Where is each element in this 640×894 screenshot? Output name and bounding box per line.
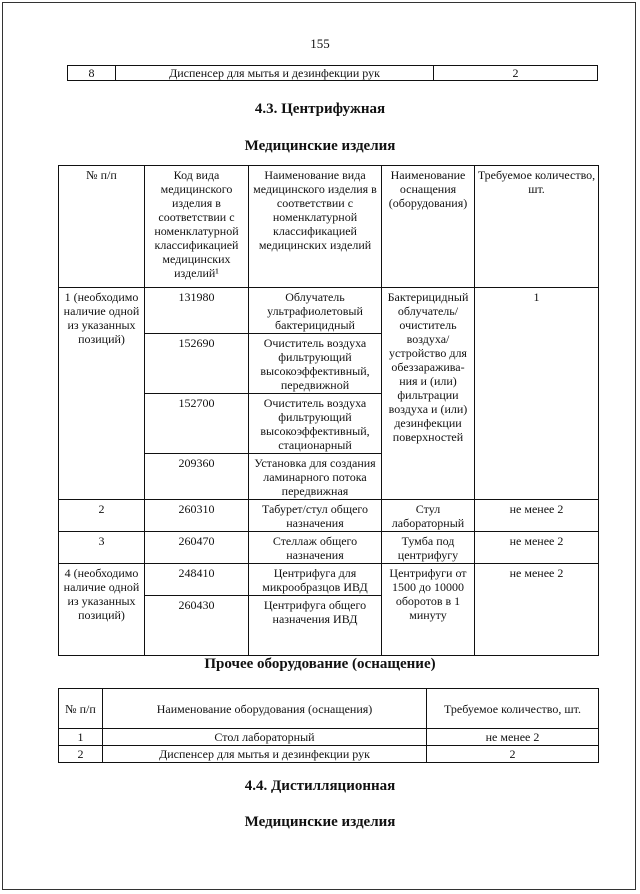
section-heading: 4.4. Дистилляционная: [244, 778, 396, 794]
header-device-name: Наименование вида медицинского изделия в соответствии с номенклатурной классификацией медицинских изделий: [249, 166, 382, 288]
cell-qty: 2: [427, 746, 599, 763]
header-qty: Требуемое количество, шт.: [427, 689, 599, 729]
header-num: № п/п: [59, 689, 103, 729]
table-row: [59, 746, 599, 763]
cell-num: 1: [59, 729, 103, 746]
table-header-row: [59, 166, 599, 288]
cell-equipment: Центрифуги от 1500 до 10000 оборотов в 1 минуту: [382, 564, 475, 656]
cell-equipment: Стул лабораторный: [382, 500, 475, 532]
cell-code: 131980: [145, 288, 249, 334]
table-row: [59, 564, 599, 596]
cell-device-name: Центрифуга общего назначения ИВД: [249, 596, 382, 656]
cell-device-name: Стеллаж общего назначения: [249, 532, 382, 564]
cell-qty: не менее 2: [475, 500, 599, 532]
cell-qty: не менее 2: [427, 729, 599, 746]
table-row: [59, 729, 599, 746]
cell-device-name: Установка для создания ламинарного потока передвижная: [249, 454, 382, 500]
cell-code: 260430: [145, 596, 249, 656]
section-heading-other: Прочее оборудование (оснащение): [204, 656, 436, 672]
cell-equipment: Тумба под центрифугу: [382, 532, 475, 564]
cell-qty: не менее 2: [475, 532, 599, 564]
cell-code: 152700: [145, 394, 249, 454]
cell-name: Стол лабораторный: [103, 729, 427, 746]
table-header-row: [59, 689, 599, 729]
subheading: Медицинские изделия: [244, 138, 396, 154]
cell-device-name: Табурет/стул общего назначения: [249, 500, 382, 532]
cell-name: Диспенсер для мытья и дезинфекции рук: [103, 746, 427, 763]
continued-table: [67, 65, 598, 81]
header-num: № п/п: [59, 166, 145, 288]
cell-code: 209360: [145, 454, 249, 500]
header-code: Код вида медицинского изделия в соответствии с номенклатурной классификацией медицинских изделий¹: [145, 166, 249, 288]
cell-device-name: Очиститель воздуха фильтрующий высокоэффективный, передвижной: [249, 334, 382, 394]
cell-equipment: Бактерицидный облучатель/ очиститель воздуха/ устройство для обеззаражива-ния и (или) фильтрации воздуха и (или) дезинфекции поверхностей: [382, 288, 475, 500]
cell-code: 248410: [145, 564, 249, 596]
cell-qty: не менее 2: [475, 564, 599, 656]
section-heading: 4.3. Центрифужная: [254, 101, 386, 117]
cell-num: 2: [59, 746, 103, 763]
table-row: [68, 66, 598, 81]
cell-num: 8: [68, 66, 116, 81]
header-equipment: Наименование оснащения (оборудования): [382, 166, 475, 288]
header-equipment-name: Наименование оборудования (оснащения): [103, 689, 427, 729]
cell-code: 260310: [145, 500, 249, 532]
cell-device-name: Очиститель воздуха фильтрующий высокоэффективный, стационарный: [249, 394, 382, 454]
header-qty: Требуемое количество, шт.: [475, 166, 599, 288]
cell-num: 2: [59, 500, 145, 532]
page-number: 155: [310, 36, 330, 51]
medical-devices-table: [58, 165, 599, 656]
cell-name: Диспенсер для мытья и дезинфекции рук: [116, 66, 434, 81]
cell-num: 1 (необходимо наличие одной из указанных позиций): [59, 288, 145, 500]
cell-code: 152690: [145, 334, 249, 394]
table-row: [59, 288, 599, 334]
cell-num: 3: [59, 532, 145, 564]
cell-code: 260470: [145, 532, 249, 564]
cell-qty: 2: [434, 66, 598, 81]
cell-qty: 1: [475, 288, 599, 500]
other-equipment-table: [58, 688, 599, 763]
subheading: Медицинские изделия: [244, 814, 396, 830]
cell-device-name: Центрифуга для микрообразцов ИВД: [249, 564, 382, 596]
table-row: [59, 532, 599, 564]
cell-num: 4 (необходимо наличие одной из указанных позиций): [59, 564, 145, 656]
cell-device-name: Облучатель ультрафиолетовый бактерицидный: [249, 288, 382, 334]
table-row: [59, 500, 599, 532]
